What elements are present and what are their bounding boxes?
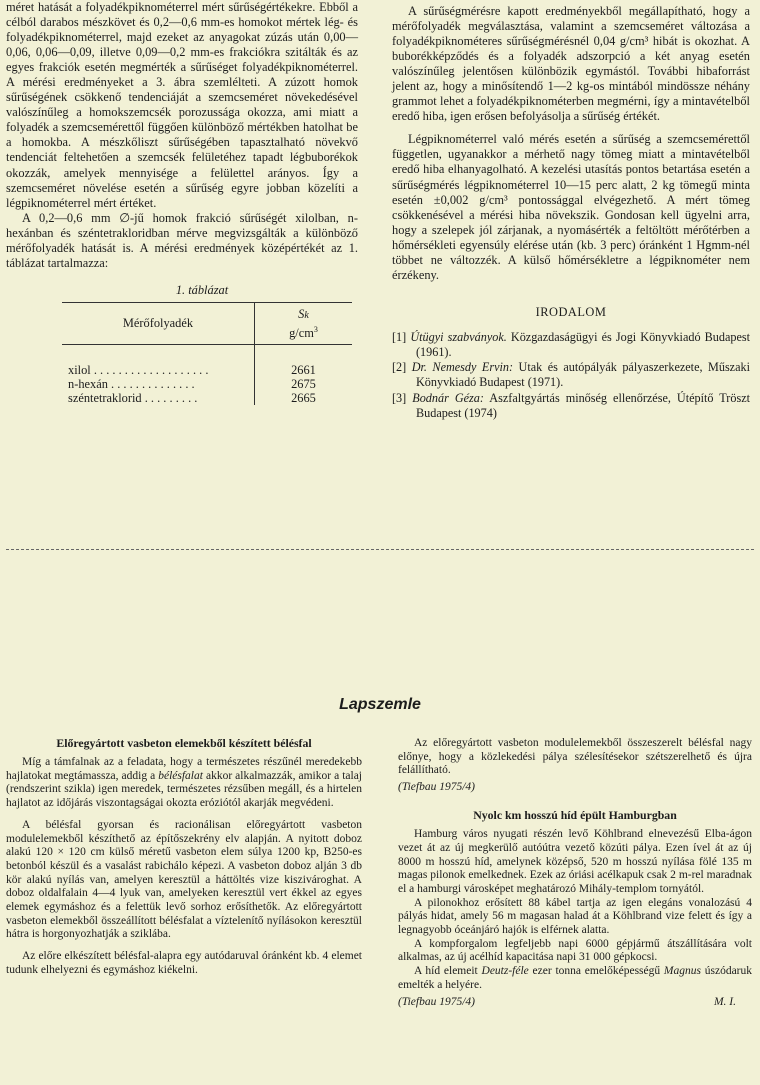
paragraph: Légpiknométerrel való mérés esetén a sűrűség a szemcsemérettől független, ugyanakkor a mérhető nagy tömeg miatt a mintavételből eredő hiba elhanyagolható. A kezelési utasítás pontos betartása esetén a sűrűségmérés légpiknométerrel 10—15 perc alatt, 2 kg tömegű minta esetén ±0,002 g/cm³ pontossággal elvégezhető. A mért tömeg csökkenésével a mérési hiba növekszik. Gondosan kell ügyelni arra, hogy a szelepek jól zárjanak, a nyomásérték a feltöltött mérőtérben a hőmérsékleti egyensúly elérése után (kb. 3 perc) óránként 1 Hgmm-nél többet ne változzék. A külső hőmérsékletre a légpiknométer nem érzékeny. — [392, 132, 750, 282]
section-divider — [6, 549, 754, 550]
table-cell-value: 2675 — [254, 377, 352, 391]
article-source: (Tiefbau 1975/4) — [398, 781, 475, 794]
paragraph: A pilonokhoz erősített 88 kábel tartja az igen elegáns vonalozású 4 pályás hidat, amely 56 m magasan halad át a Köhlbrand vize felett és így a legnagyobb óceánjáró hajók is elférnek alatta. — [398, 896, 752, 937]
table-cell-value: 2665 — [254, 391, 352, 405]
article-bottom-right — [398, 737, 752, 1009]
article-title: Nyolc km hosszú híd épült Hamburgban — [473, 808, 677, 823]
article-title: Előregyártott vasbeton elemekből készített bélésfal — [56, 736, 312, 750]
reference-item: [2] Dr. Nemesdy Ervin: Utak és autópályák pályaszerkezete, Műszaki Könyvkiadó Budapest (1971). — [392, 360, 750, 390]
section-title: Lapszemle — [339, 696, 421, 713]
paragraph: A bélésfal gyorsan és racionálisan előregyártott vasbeton modulelemekből készíthető az építőszekrény elv alapján. A nyitott doboz alakú 120 × 120 cm külső méretű vasbeton elem súlya 1200 kp, B250-es betonból készül és a vasalást rabichálo képezi. A vasbeton doboz alján 3 db kör alakú nyílás van, amelyen keresztül a háttöltés vize kiszivároghat. A doboz oldalfalain 4—4 lyuk van, amelyeken keresztül vert ékkel az egyes elemek egymáshoz és a felettük levő sorhoz erősíthetők. Az előregyártott vasbeton elemekből összeállított bélésfalat a víztelenítő nyílásokon keresztül hátra is horgonyozhatják a sziklába. — [6, 818, 362, 941]
table-row — [62, 377, 352, 391]
table-header-density: Sk $g/cm^3$ — [254, 302, 352, 344]
paragraph: Míg a támfalnak az a feladata, hogy a természetes részűnél meredekebb hajlatokat megtámassza, addig a bélésfalat akkor alkalmazzák, amikor a talaj (rendszerint szikla) igen meredek, természetes rézsűben megáll, és a hirtelen hajlatot az időjárás viszontagságai okozta eróziótól akarják megvédeni. — [6, 756, 362, 810]
references-title: IRODALOM — [535, 304, 607, 319]
table-cell-liquid: xilol . . . . . . . . . . . . . . . . . . . — [68, 362, 209, 377]
reference-item: [1] Útügyi szabványok. Közgazdaságügyi és Jogi Könyvkiadó Budapest (1961). — [392, 329, 750, 359]
paragraph: Az előre elkészített bélésfal-alapra egy autódaruval óránként kb. 4 elemet tudunk elhelyezni és egymáshoz kiékelni. — [6, 950, 362, 976]
top-left-column — [6, 0, 358, 405]
paragraph: A híd elemeit Deutz-féle ezer tonna emelőképességű Magnus úszódaruk emelték a helyére. — [398, 965, 752, 991]
top-right-column — [392, 4, 750, 422]
reference-item: [3] Bodnár Géza: Aszfaltgyártás minőség ellenőrzése, Útépítő Tröszt Budapest (1974) — [392, 391, 750, 420]
table-header-liquid: Mérőfolyadék — [62, 302, 254, 344]
table-cell-liquid: széntetraklorid . . . . . . . . . — [68, 390, 198, 405]
paragraph: Az előregyártott vasbeton modulelemekből összeszerelt bélésfal nagy előnye, hogy a közlekedési pálya szélesítésekor szétszerelhető és újra felállítható. — [398, 737, 752, 777]
paragraph: A sűrűségmérésre kapott eredményekből megállapítható, hogy a mérőfolyadék megválasztása, valamint a szemcseméret változása a folyadékpiknométeres sűrűségmérésnél 0,04 g/cm³ hibát is okozhat. A buborékképződés és a folyadék adszorpció a két anyag esetén valószínűleg jelentősen különbözik egymástól. További hibaforrást jelent az, hogy a minősítendő 1—2 kg-os mintából mindössze néhány grammot lehet a folyadékpiknométerben megmérni, így a mintavételből eredő hiba, igen erősen befolyásolja a sűrűség értékét. — [392, 4, 750, 124]
table-cell-value: 2661 — [254, 344, 352, 377]
article-source: (Tiefbau 1975/4) M. I. — [398, 995, 752, 1009]
table-row — [62, 344, 352, 377]
table-cell-liquid: n-hexán . . . . . . . . . . . . . . — [68, 376, 195, 391]
paragraph: Hamburg város nyugati részén levő Köhlbrand elnevezésű Elba-ágon vezet át az új megkerülő autóútra vezető közúti pálya. Ezen ível át az új 8000 m hosszú híd, amelynek középső, 520 m hosszú nyílása fölé 135 m magas pilonok emelkednek. Ezek az óriási acélkapuk csak 2 m-rel maradnak el a hamburgi városképet meghatározó Mihály-templom tornyától. — [398, 828, 752, 895]
article-bottom-left — [6, 736, 362, 978]
article-signature: M. I. — [713, 995, 736, 1008]
paragraph: méret hatását a folyadékpiknométerrel mért sűrűségértékekre. Ebből a célból darabos mészkövet és 0,2—0,6 mm-es homokot mértek lég- és folyadékpiknométerrel, majd ezeket az anyagokat zúzás után 0,00—0,06, 0,06—0,09, illetve 0,09—0,2 mm-es frakciókra szitálták és az egyes frakciók esetén megmérték a sűrűséget folyadékpiknométerrel. A mérési eredményeket a 3. ábra szemlélteti. A zúzott homok sűrűségének csökkenő tendenciáját a szemcseméret növekedésével valószínűleg a homokszemcsék porozussága okozza, ami miatt a folyadék a szemcsemérettől függően különböző mértékben hatolhat be a homokba. A mészkőliszt sűrűségében tapasztalható növekvő tendenciát feltehetően a szemcsék felületéhez tapadt légbuborékok okozzák, amelyek mennyisége a felülettel arányos. Így a szemcseméret növelése esetén a sűrűség egyre jobban közelíti a légpiknométerrel mért értéket. — [6, 0, 358, 210]
density-table — [62, 302, 352, 405]
paragraph: A 0,2—0,6 mm ∅-jű homok frakció sűrűségét xilolban, n-hexánban és széntetrakloridban mérve megvizsgálták a különböző mérőfolyadék hatását is. A mérési eredmények középértékét az 1. táblázat tartalmazza: — [6, 210, 358, 270]
paragraph: A kompforgalom legfeljebb napi 6000 gépjármű átszállítására volt alkalmas, az új acélhíd kapacitása napi 31 000 gépkocsi. — [398, 937, 752, 964]
table-title: 1. táblázat — [175, 282, 229, 297]
table-row — [62, 391, 352, 405]
